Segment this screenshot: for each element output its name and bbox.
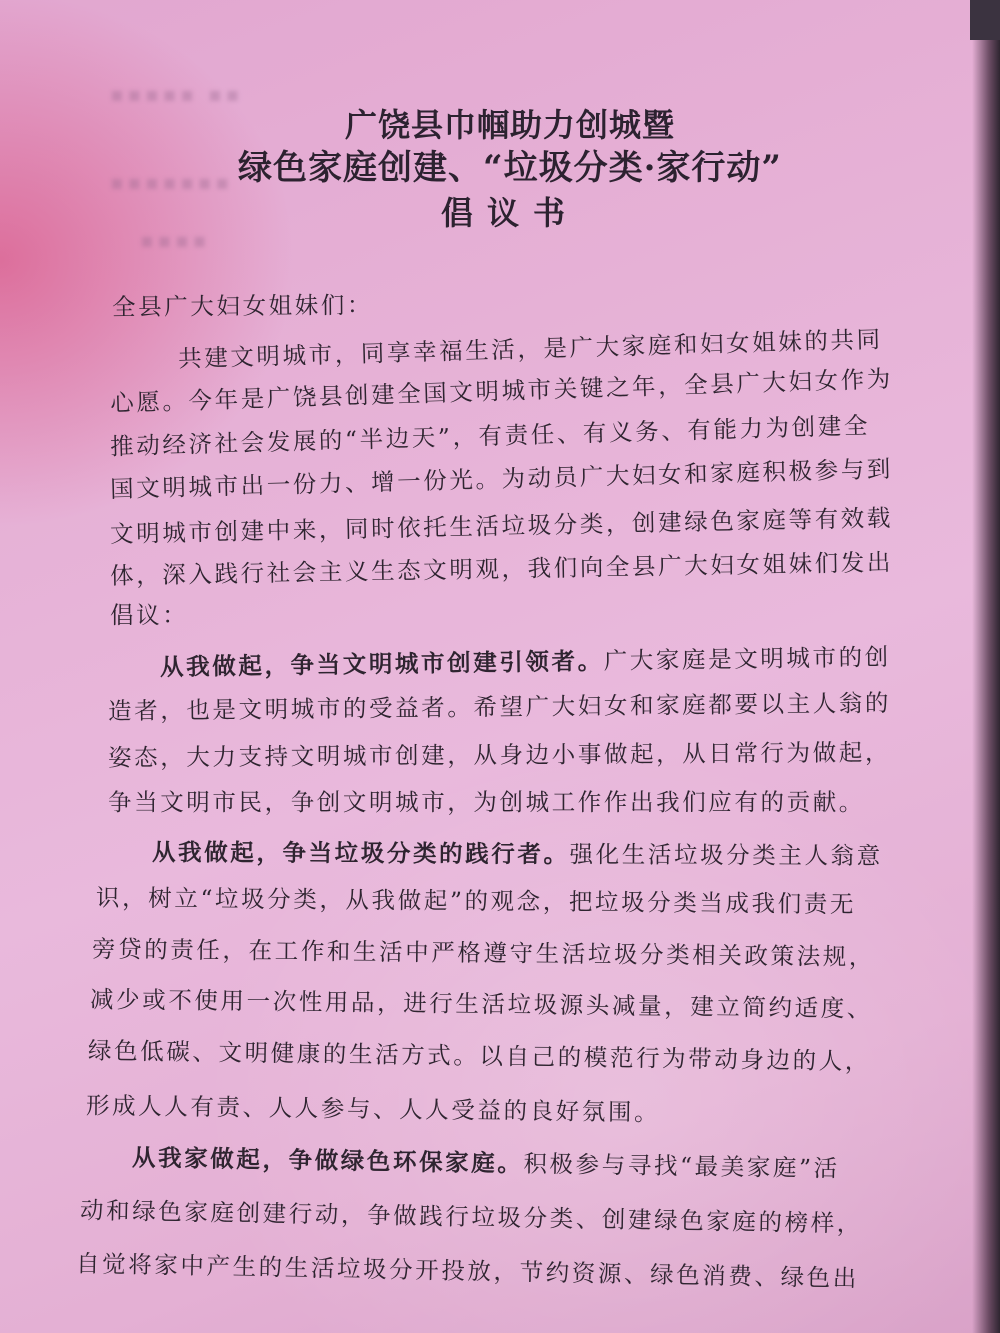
title-line-2: 绿色家庭创建、“垃圾分类·家行动” — [238, 148, 782, 188]
section2-line: 绿色低碳、文明健康的生活方式。以自己的模范行为带动身边的人， — [87, 1036, 872, 1076]
section1-line: 造者，也是文明城市的受益者。希望广大妇女和家庭都要以主人翁的 — [107, 688, 892, 726]
section3-text: 积极参与寻找“最美家庭”活 — [523, 1149, 840, 1183]
section2-line: 减少或不使用一次性用品，进行生活垃圾源头减量，建立简约适度、 — [89, 985, 874, 1023]
salutation: 全县广大妇女姐妹们： — [111, 290, 374, 322]
intro-line: 文明城市创建中来，同时依托生活垃圾分类，创建绿色家庭等有效载 — [109, 503, 894, 549]
background-corner — [970, 0, 1000, 40]
section1-text: 广大家庭是文明城市的创 — [603, 642, 892, 675]
intro-line: 推动经济社会发展的“半边天”，有责任、有义务、有能力为创建全 — [109, 411, 871, 461]
section2-line: 旁贷的责任，在工作和生活中严格遵守生活垃圾分类相关政策法规， — [91, 934, 876, 972]
title-line-1: 广饶县巾帼助力创城暨 — [344, 106, 675, 144]
section3-line: 动和绿色家庭创建行动，争做践行垃圾分类、创建绿色家庭的榜样， — [79, 1196, 864, 1238]
bleed-through-text: ▪▪▪▪▪▪▪ — [110, 170, 233, 194]
section2-first-line — [152, 833, 883, 871]
bleed-through-text: ▪▪▪▪▪ ▪▪ — [110, 82, 244, 106]
section2-text: 强化生活垃圾分类主人翁意 — [569, 840, 883, 870]
section2-line: 识，树立“垃圾分类，从我做起”的观念，把垃圾分类当成我们责无 — [95, 883, 857, 919]
section1-first-line — [160, 638, 891, 682]
section1-line: 姿态，大力支持文明城市创建，从身边小事做起，从日常行为做起， — [107, 738, 892, 772]
section1-line: 争当文明市民，争创文明城市，为创城工作作出我们应有的贡献。 — [108, 788, 865, 816]
section1-heading: 从我做起，争当文明城市创建引领者。 — [159, 646, 604, 682]
intro-line: 国文明城市出一份力、增一份光。为动员广大妇女和家庭积极参与到 — [109, 454, 894, 504]
section3-first-line — [132, 1138, 840, 1183]
page-shadow-edge — [972, 0, 1000, 1333]
section3-heading: 从我家做起，争做绿色环保家庭。 — [131, 1143, 524, 1178]
intro-line: 体，深入践行社会主义生态文明观，我们向全县广大妇女姐妹们发出 — [109, 548, 894, 590]
intro-line: 心愿。今年是广饶县创建全国文明城市关键之年，全县广大妇女作为 — [109, 364, 894, 418]
intro-line: 倡议： — [110, 601, 189, 629]
title-line-3: 倡议书 — [440, 194, 579, 232]
section2-line: 形成人人有责、人人参与、人人受益的良好氛围。 — [85, 1091, 661, 1127]
intro-line: 共建文明城市，同享幸福生活，是广大家庭和妇女姐妹的共同 — [177, 325, 884, 373]
bleed-through-text: ▪▪▪▪ — [140, 228, 211, 252]
section2-heading: 从我做起，争当垃圾分类的践行者。 — [151, 838, 570, 869]
section3-line: 自觉将家中产生的生活垃圾分开投放，节约资源、绿色消费、绿色出 — [75, 1249, 860, 1293]
